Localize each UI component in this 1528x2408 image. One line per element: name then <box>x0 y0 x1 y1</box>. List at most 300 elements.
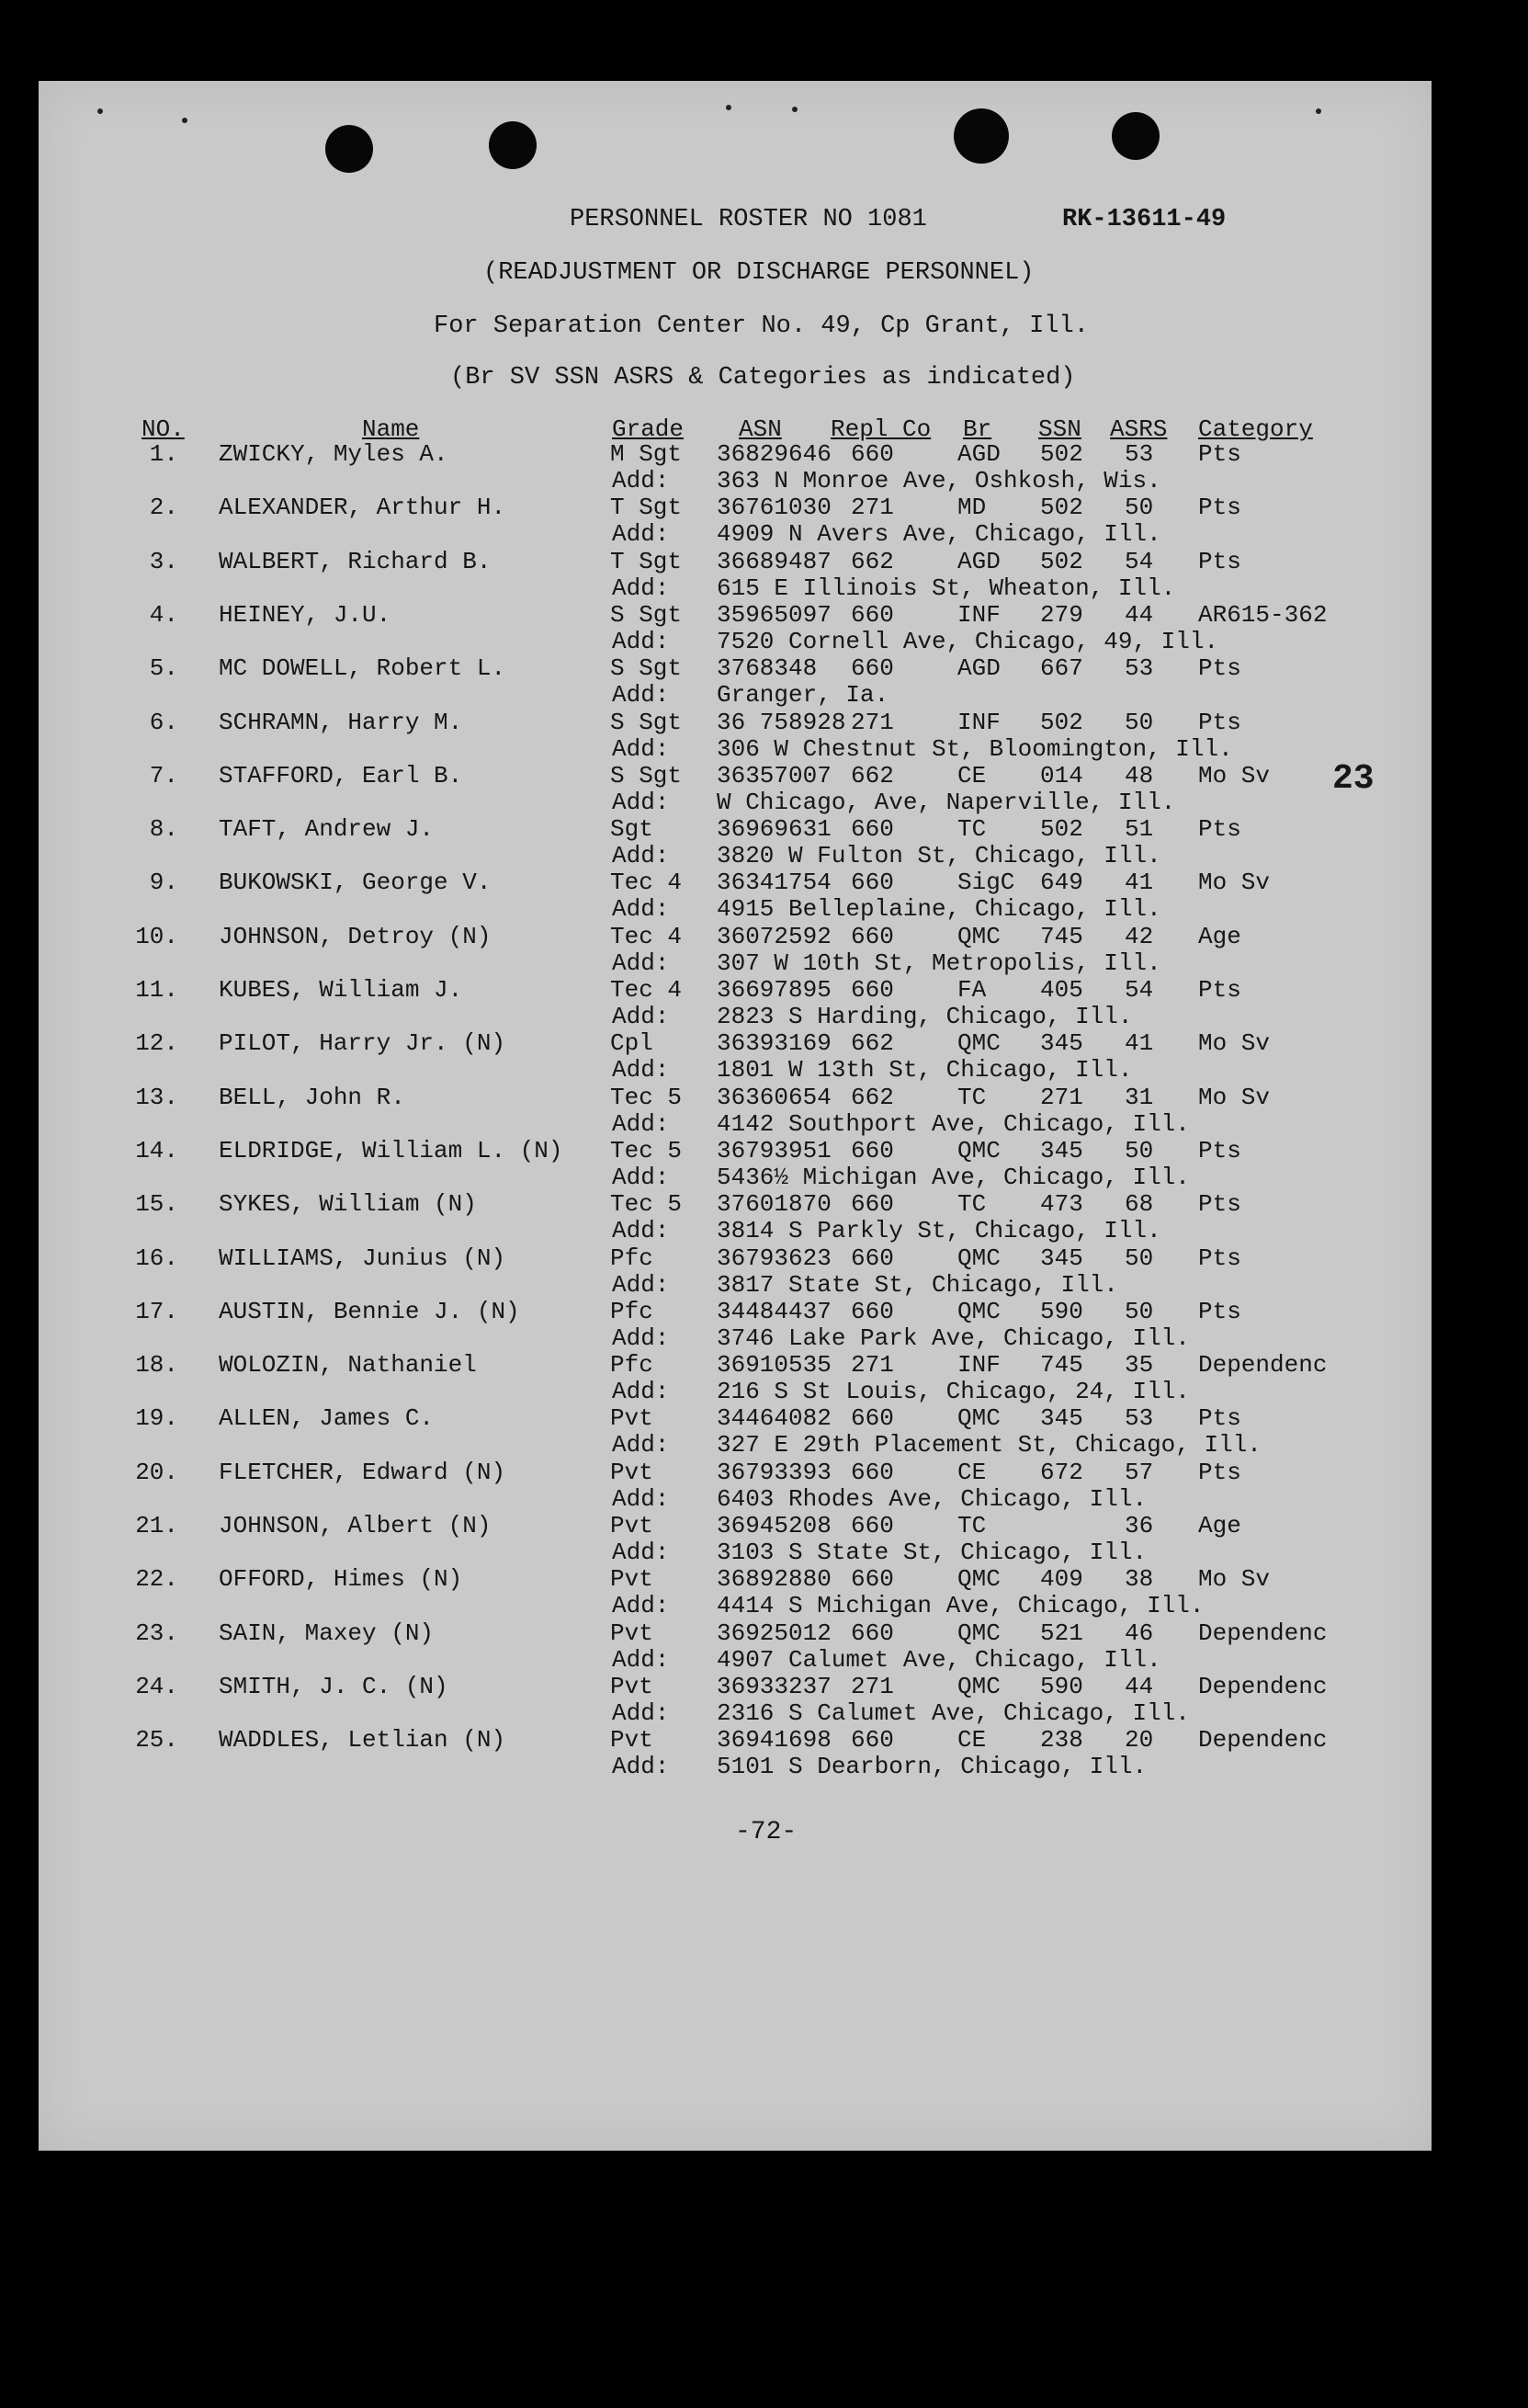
table-row <box>39 1620 1432 1674</box>
entry-asn: 36829646 <box>717 440 832 468</box>
entry-name: WADDLES, Letlian (N) <box>219 1726 506 1755</box>
entry-name: BELL, John R. <box>219 1083 405 1111</box>
entry-branch: TC <box>957 1512 987 1539</box>
entry-asn: 36357007 <box>717 761 832 789</box>
entry-grade: Pvt <box>610 1404 653 1433</box>
col-category: Category <box>1198 415 1313 443</box>
entry-branch: AGD <box>957 547 1001 575</box>
entry-number: 16. <box>135 1244 178 1272</box>
entry-name: OFFORD, Himes (N) <box>219 1565 463 1594</box>
entry-address: 3103 S State St, Chicago, Ill. <box>717 1539 1148 1566</box>
entry-address: 3817 State St, Chicago, Ill. <box>717 1270 1118 1299</box>
table-row <box>39 1674 1432 1727</box>
entry-branch: CE <box>957 1726 987 1755</box>
entry-asn: 36941698 <box>717 1726 832 1755</box>
entry-branch: QMC <box>957 1565 1001 1594</box>
entry-repl-co: 660 <box>851 600 894 629</box>
entry-grade: Pvt <box>610 1512 653 1539</box>
entry-grade: Tec 4 <box>610 869 683 897</box>
table-row <box>39 494 1432 548</box>
entry-category: Mo Sv <box>1198 869 1271 897</box>
entry-number: 21. <box>135 1512 178 1539</box>
table-row <box>39 1727 1432 1780</box>
entry-repl-co: 660 <box>851 654 894 683</box>
entry-asn: 36925012 <box>717 1619 832 1647</box>
entry-branch: QMC <box>957 1297 1001 1325</box>
entry-asn: 3768348 <box>717 654 818 683</box>
entry-number: 2. <box>149 494 178 522</box>
entry-asn: 36793623 <box>717 1244 832 1272</box>
entry-add-label: Add: <box>612 1217 670 1245</box>
entry-asrs: 53 <box>1125 654 1154 683</box>
entry-add-label: Add: <box>612 948 670 977</box>
entry-repl-co: 660 <box>851 1244 894 1272</box>
entry-number: 13. <box>135 1083 178 1111</box>
entry-address: 4915 Belleplaine, Chicago, Ill. <box>717 895 1161 924</box>
category-note: (Br SV SSN ASRS & Categories as indicated) <box>450 364 1076 392</box>
entry-add-label: Add: <box>612 627 670 655</box>
entry-add-label: Add: <box>612 842 670 870</box>
entry-branch: QMC <box>957 1136 1001 1164</box>
entry-category: Pts <box>1198 1136 1241 1164</box>
entry-branch: SigC <box>957 869 1015 897</box>
entry-repl-co: 662 <box>851 547 894 575</box>
entry-category: Pts <box>1198 494 1241 522</box>
entry-repl-co: 660 <box>851 922 894 950</box>
roster-number: PERSONNEL ROSTER NO 1081 <box>570 206 927 233</box>
table-row <box>39 602 1432 655</box>
entry-asn: 36969631 <box>717 815 832 844</box>
entry-repl-co: 660 <box>851 1619 894 1647</box>
entry-ssn: 745 <box>1040 1351 1083 1380</box>
entry-grade: Tec 5 <box>610 1190 683 1219</box>
entry-repl-co: 660 <box>851 1458 894 1486</box>
entry-ssn: 590 <box>1040 1297 1083 1325</box>
entry-number: 18. <box>135 1351 178 1380</box>
entry-number: 12. <box>135 1029 178 1058</box>
entry-asrs: 44 <box>1125 1672 1154 1700</box>
entry-category: AR615-362 <box>1198 600 1328 629</box>
entry-asrs: 46 <box>1125 1619 1154 1647</box>
entry-add-label: Add: <box>612 1163 670 1191</box>
entry-asrs: 50 <box>1125 708 1154 736</box>
entry-grade: S Sgt <box>610 654 683 683</box>
entry-asrs: 51 <box>1125 815 1154 844</box>
table-row <box>39 549 1432 602</box>
entry-asrs: 35 <box>1125 1351 1154 1380</box>
entry-ssn: 521 <box>1040 1619 1083 1647</box>
entry-ssn: 345 <box>1040 1029 1083 1058</box>
entry-asn: 37601870 <box>717 1190 832 1219</box>
entry-address: 363 N Monroe Ave, Oshkosh, Wis. <box>717 467 1161 494</box>
entry-add-label: Add: <box>612 1270 670 1299</box>
table-row <box>39 1191 1432 1244</box>
entry-asn: 36072592 <box>717 922 832 950</box>
entry-asrs: 50 <box>1125 494 1154 522</box>
entry-number: 23. <box>135 1619 178 1647</box>
entry-address: 216 S St Louis, Chicago, 24, Ill. <box>717 1378 1190 1406</box>
entry-category: Pts <box>1198 440 1241 468</box>
entry-ssn: 672 <box>1040 1458 1083 1486</box>
entry-asrs: 38 <box>1125 1565 1154 1594</box>
entry-ssn: 014 <box>1040 761 1083 789</box>
entry-asrs: 50 <box>1125 1136 1154 1164</box>
entry-name: PILOT, Harry Jr. (N) <box>219 1029 506 1058</box>
entry-branch: INF <box>957 708 1001 736</box>
entry-repl-co: 660 <box>851 815 894 844</box>
entry-grade: Pfc <box>610 1351 653 1380</box>
entry-add-label: Add: <box>612 1431 670 1460</box>
entry-number: 20. <box>135 1458 178 1486</box>
entry-asn: 35965097 <box>717 600 832 629</box>
table-row <box>39 1460 1432 1513</box>
table-row <box>39 816 1432 869</box>
entry-ssn: 271 <box>1040 1083 1083 1111</box>
entry-address: Granger, Ia. <box>717 681 889 710</box>
entry-branch: MD <box>957 494 987 522</box>
entry-name: ZWICKY, Myles A. <box>219 440 448 468</box>
entry-repl-co: 271 <box>851 708 894 736</box>
entry-address: 307 W 10th St, Metropolis, Ill. <box>717 948 1161 977</box>
entry-add-label: Add: <box>612 1592 670 1620</box>
col-name: Name <box>362 415 420 443</box>
separation-center: For Separation Center No. 49, Cp Grant, Ill. <box>434 312 1089 340</box>
entry-number: 14. <box>135 1136 178 1164</box>
entry-name: WALBERT, Richard B. <box>219 547 492 575</box>
entry-asrs: 48 <box>1125 761 1154 789</box>
table-row <box>39 655 1432 709</box>
col-grade: Grade <box>612 415 685 443</box>
entry-ssn: 405 <box>1040 976 1083 1004</box>
entry-address: 3820 W Fulton St, Chicago, Ill. <box>717 842 1161 870</box>
entry-number: 5. <box>149 654 178 683</box>
entry-grade: Pfc <box>610 1297 653 1325</box>
entry-number: 17. <box>135 1297 178 1325</box>
entry-asrs: 42 <box>1125 922 1154 950</box>
entry-grade: Tec 4 <box>610 922 683 950</box>
entry-category: Pts <box>1198 1190 1241 1219</box>
entry-ssn: 409 <box>1040 1565 1083 1594</box>
entry-asn: 36360654 <box>717 1083 832 1111</box>
entry-ssn: 502 <box>1040 547 1083 575</box>
entry-name: JOHNSON, Albert (N) <box>219 1512 492 1539</box>
entry-address: 3746 Lake Park Ave, Chicago, Ill. <box>717 1323 1190 1352</box>
entry-grade: Pvt <box>610 1458 653 1486</box>
table-row <box>39 977 1432 1030</box>
entry-category: Pts <box>1198 1404 1241 1433</box>
entry-branch: TC <box>957 1190 987 1219</box>
entry-category: Pts <box>1198 1297 1241 1325</box>
entry-ssn: 502 <box>1040 815 1083 844</box>
entry-add-label: Add: <box>612 1109 670 1138</box>
entry-asrs: 20 <box>1125 1726 1154 1755</box>
entry-number: 25. <box>135 1726 178 1755</box>
entry-branch: INF <box>957 1351 1001 1380</box>
entry-name: KUBES, William J. <box>219 976 463 1004</box>
entry-add-label: Add: <box>612 681 670 710</box>
entry-number: 22. <box>135 1565 178 1594</box>
entry-branch: QMC <box>957 1244 1001 1272</box>
entry-address: 6403 Rhodes Ave, Chicago, Ill. <box>717 1484 1148 1513</box>
entry-address: 7520 Cornell Ave, Chicago, 49, Ill. <box>717 627 1219 655</box>
entry-number: 7. <box>149 761 178 789</box>
table-row <box>39 1138 1432 1191</box>
entry-add-label: Add: <box>612 520 670 549</box>
entry-asrs: 31 <box>1125 1083 1154 1111</box>
entry-number: 3. <box>149 547 178 575</box>
entry-grade: Pvt <box>610 1619 653 1647</box>
entry-branch: INF <box>957 600 1001 629</box>
entry-repl-co: 271 <box>851 1672 894 1700</box>
entry-add-label: Add: <box>612 1539 670 1566</box>
entry-number: 8. <box>149 815 178 844</box>
entry-address: 327 E 29th Placement St, Chicago, Ill. <box>717 1431 1262 1460</box>
col-repl-co: Repl Co <box>831 415 932 443</box>
entry-add-label: Add: <box>612 1003 670 1030</box>
entry-add-label: Add: <box>612 734 670 763</box>
entry-ssn: 649 <box>1040 869 1083 897</box>
entry-address: 4907 Calumet Ave, Chicago, Ill. <box>717 1645 1161 1674</box>
entry-repl-co: 662 <box>851 761 894 789</box>
entry-branch: QMC <box>957 922 1001 950</box>
entry-grade: Tec 4 <box>610 976 683 1004</box>
table-row <box>39 1245 1432 1299</box>
entry-address: 615 E Illinois St, Wheaton, Ill. <box>717 574 1176 602</box>
entry-asn: 36 758928 <box>717 708 846 736</box>
entry-name: SMITH, J. C. (N) <box>219 1672 448 1700</box>
margin-number: 23 <box>1332 759 1375 799</box>
entry-asn: 36341754 <box>717 869 832 897</box>
entry-address: 3814 S Parkly St, Chicago, Ill. <box>717 1217 1161 1245</box>
table-row <box>39 924 1432 977</box>
entry-asn: 36793393 <box>717 1458 832 1486</box>
entry-name: AUSTIN, Bennie J. (N) <box>219 1297 520 1325</box>
entry-grade: T Sgt <box>610 494 683 522</box>
entry-number: 6. <box>149 708 178 736</box>
entry-address: 5436½ Michigan Ave, Chicago, Ill. <box>717 1163 1190 1191</box>
entry-branch: TC <box>957 815 987 844</box>
entry-ssn: 345 <box>1040 1404 1083 1433</box>
entry-address: 4909 N Avers Ave, Chicago, Ill. <box>717 520 1161 549</box>
table-row <box>39 710 1432 763</box>
entry-category: Mo Sv <box>1198 761 1271 789</box>
entry-category: Dependenc <box>1198 1726 1328 1755</box>
entry-grade: M Sgt <box>610 440 683 468</box>
entry-category: Pts <box>1198 815 1241 844</box>
entry-repl-co: 660 <box>851 1565 894 1594</box>
entry-category: Mo Sv <box>1198 1029 1271 1058</box>
entry-asrs: 54 <box>1125 976 1154 1004</box>
entry-asrs: 36 <box>1125 1512 1154 1539</box>
entry-number: 24. <box>135 1672 178 1700</box>
entry-add-label: Add: <box>612 1484 670 1513</box>
table-row <box>39 1513 1432 1566</box>
entry-asn: 36393169 <box>717 1029 832 1058</box>
entry-add-label: Add: <box>612 1323 670 1352</box>
col-asn: ASN <box>739 415 782 443</box>
entry-category: Mo Sv <box>1198 1565 1271 1594</box>
entry-grade: Pvt <box>610 1726 653 1755</box>
entry-asn: 36910535 <box>717 1351 832 1380</box>
entry-ssn: 590 <box>1040 1672 1083 1700</box>
entry-category: Dependenc <box>1198 1619 1328 1647</box>
entry-grade: S Sgt <box>610 600 683 629</box>
entry-asn: 36689487 <box>717 547 832 575</box>
entry-category: Mo Sv <box>1198 1083 1271 1111</box>
entry-asrs: 57 <box>1125 1458 1154 1486</box>
entry-number: 10. <box>135 922 178 950</box>
table-row <box>39 1352 1432 1405</box>
entry-repl-co: 660 <box>851 1136 894 1164</box>
entry-ssn: 345 <box>1040 1244 1083 1272</box>
entry-category: Dependenc <box>1198 1351 1328 1380</box>
entry-grade: Pvt <box>610 1672 653 1700</box>
entry-asrs: 44 <box>1125 600 1154 629</box>
entry-category: Pts <box>1198 547 1241 575</box>
entry-add-label: Add: <box>612 1698 670 1727</box>
col-no: NO. <box>141 415 185 443</box>
entry-ssn: 502 <box>1040 708 1083 736</box>
entry-grade: Cpl <box>610 1029 653 1058</box>
entry-grade: Pfc <box>610 1244 653 1272</box>
entry-address: 2823 S Harding, Chicago, Ill. <box>717 1003 1133 1030</box>
entry-asrs: 54 <box>1125 547 1154 575</box>
entry-name: WILLIAMS, Junius (N) <box>219 1244 506 1272</box>
entry-name: JOHNSON, Detroy (N) <box>219 922 492 950</box>
entry-asrs: 50 <box>1125 1297 1154 1325</box>
entry-asrs: 41 <box>1125 1029 1154 1058</box>
entry-repl-co: 660 <box>851 1297 894 1325</box>
entry-name: SCHRAMN, Harry M. <box>219 708 463 736</box>
entry-number: 11. <box>135 976 178 1004</box>
entry-name: ELDRIDGE, William L. (N) <box>219 1136 563 1164</box>
entry-address: 306 W Chestnut St, Bloomington, Ill. <box>717 734 1233 763</box>
entry-grade: S Sgt <box>610 708 683 736</box>
entry-branch: CE <box>957 1458 987 1486</box>
entry-add-label: Add: <box>612 788 670 816</box>
table-row <box>39 1299 1432 1352</box>
entry-ssn: 745 <box>1040 922 1083 950</box>
entry-branch: QMC <box>957 1029 1001 1058</box>
entry-grade: Sgt <box>610 815 653 844</box>
entry-grade: Pvt <box>610 1565 653 1594</box>
entry-grade: Tec 5 <box>610 1136 683 1164</box>
col-br: Br <box>963 415 992 443</box>
entry-asn: 36697895 <box>717 976 832 1004</box>
entry-asrs: 53 <box>1125 1404 1154 1433</box>
entry-name: FLETCHER, Edward (N) <box>219 1458 506 1486</box>
entry-address: W Chicago, Ave, Naperville, Ill. <box>717 788 1176 816</box>
entry-category: Age <box>1198 1512 1241 1539</box>
entry-number: 4. <box>149 600 178 629</box>
page-number: -72- <box>735 1818 798 1846</box>
entry-repl-co: 662 <box>851 1029 894 1058</box>
entry-ssn: 502 <box>1040 494 1083 522</box>
table-row <box>39 869 1432 923</box>
entry-asn: 36945208 <box>717 1512 832 1539</box>
entry-asrs: 41 <box>1125 869 1154 897</box>
entry-category: Age <box>1198 922 1241 950</box>
entry-ssn: 502 <box>1040 440 1083 468</box>
entry-asn: 36761030 <box>717 494 832 522</box>
entry-address: 4142 Southport Ave, Chicago, Ill. <box>717 1109 1190 1138</box>
entry-name: BUKOWSKI, George V. <box>219 869 492 897</box>
entry-category: Pts <box>1198 1244 1241 1272</box>
entry-branch: AGD <box>957 440 1001 468</box>
entry-name: SAIN, Maxey (N) <box>219 1619 435 1647</box>
entry-asn: 36933237 <box>717 1672 832 1700</box>
entry-asrs: 53 <box>1125 440 1154 468</box>
entry-category: Pts <box>1198 654 1241 683</box>
entry-asrs: 68 <box>1125 1190 1154 1219</box>
entry-repl-co: 660 <box>851 1190 894 1219</box>
entry-repl-co: 271 <box>851 494 894 522</box>
entry-name: HEINEY, J.U. <box>219 600 391 629</box>
entry-name: MC DOWELL, Robert L. <box>219 654 506 683</box>
entry-repl-co: 660 <box>851 1512 894 1539</box>
entry-asn: 34464082 <box>717 1404 832 1433</box>
entry-name: ALLEN, James C. <box>219 1404 435 1433</box>
entry-asn: 36892880 <box>717 1565 832 1594</box>
entry-ssn: 473 <box>1040 1190 1083 1219</box>
table-row <box>39 763 1432 816</box>
entry-address: 2316 S Calumet Ave, Chicago, Ill. <box>717 1698 1190 1727</box>
entry-repl-co: 660 <box>851 1404 894 1433</box>
entry-branch: QMC <box>957 1672 1001 1700</box>
entry-ssn: 238 <box>1040 1726 1083 1755</box>
entry-branch: QMC <box>957 1404 1001 1433</box>
entry-branch: TC <box>957 1083 987 1111</box>
entry-category: Pts <box>1198 976 1241 1004</box>
entry-name: WOLOZIN, Nathaniel <box>219 1351 477 1380</box>
entry-grade: T Sgt <box>610 547 683 575</box>
entry-branch: CE <box>957 761 987 789</box>
entry-ssn: 345 <box>1040 1136 1083 1164</box>
entry-grade: Tec 5 <box>610 1083 683 1111</box>
roster-code: RK-13611-49 <box>1062 206 1227 233</box>
entry-name: ALEXANDER, Arthur H. <box>219 494 506 522</box>
entry-repl-co: 660 <box>851 976 894 1004</box>
entry-branch: QMC <box>957 1619 1001 1647</box>
roster-purpose: (READJUSTMENT OR DISCHARGE PERSONNEL) <box>483 259 1035 287</box>
entry-branch: AGD <box>957 654 1001 683</box>
entry-address: 5101 S Dearborn, Chicago, Ill. <box>717 1753 1148 1781</box>
table-row <box>39 1566 1432 1619</box>
col-ssn: SSN <box>1038 415 1081 443</box>
entry-add-label: Add: <box>612 1378 670 1406</box>
entry-asn: 34484437 <box>717 1297 832 1325</box>
entry-number: 19. <box>135 1404 178 1433</box>
entry-number: 15. <box>135 1190 178 1219</box>
entry-repl-co: 271 <box>851 1351 894 1380</box>
entry-asrs: 50 <box>1125 1244 1154 1272</box>
entry-grade: S Sgt <box>610 761 683 789</box>
entry-repl-co: 660 <box>851 1726 894 1755</box>
entry-repl-co: 662 <box>851 1083 894 1111</box>
entry-branch: FA <box>957 976 987 1004</box>
entry-repl-co: 660 <box>851 440 894 468</box>
entry-number: 9. <box>149 869 178 897</box>
table-row <box>39 1405 1432 1459</box>
table-row <box>39 441 1432 494</box>
entry-add-label: Add: <box>612 467 670 494</box>
entry-name: SYKES, William (N) <box>219 1190 477 1219</box>
entry-name: TAFT, Andrew J. <box>219 815 435 844</box>
entry-category: Pts <box>1198 1458 1241 1486</box>
entry-asn: 36793951 <box>717 1136 832 1164</box>
entry-address: 4414 S Michigan Ave, Chicago, Ill. <box>717 1592 1205 1620</box>
table-row <box>39 1085 1432 1138</box>
